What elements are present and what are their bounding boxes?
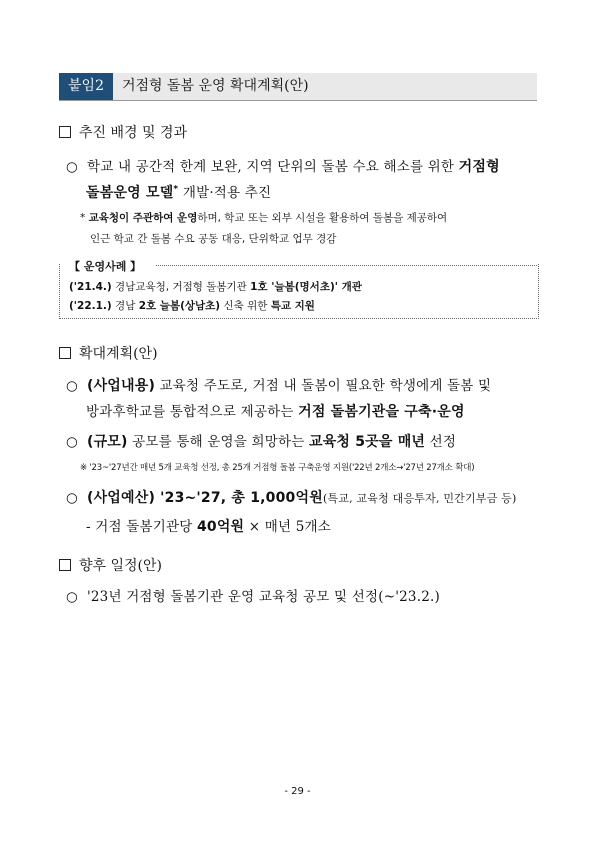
page-title: 거점형 돌봄 운영 확대계획(안) xyxy=(122,78,309,94)
plan-item-3-sub xyxy=(86,515,331,536)
circle-bullet-icon: ○ xyxy=(66,589,78,605)
plan-item-3 xyxy=(66,487,517,507)
section-heading-plan xyxy=(59,343,158,363)
bold-segment: 2호 늘봄(상남초) xyxy=(138,300,221,312)
section-title: 향후 일정(안) xyxy=(79,558,162,574)
bold-segment: 교육청이 주관하여 운영 xyxy=(88,212,198,224)
text-segment: 신축 위한 xyxy=(220,300,271,312)
text-segment: - 거점 돌봄기관당 xyxy=(86,519,197,535)
plan-item-1-line1 xyxy=(66,374,491,395)
circle-bullet-icon: ○ xyxy=(66,378,78,394)
text-segment: 학교 내 공간적 한계 보완, 지역 단위의 돌봄 수요 해소를 위한 xyxy=(86,159,459,175)
text-segment: 교육청 주도로, 거점 내 돌봄이 필요한 학생에게 돌봄 및 xyxy=(155,378,492,394)
item-label: (사업예산) '23~'27, 총 1,000억원 xyxy=(86,490,323,506)
note-star: * xyxy=(80,212,86,224)
checkbox-square-icon xyxy=(59,347,71,359)
plan-item-2-note: ※ '23~'27년간 매년 5개 교육청 선정, 총 25개 거점형 돌봄 구축운영 지원('22년 2개소→'27년 27개소 확대) xyxy=(80,463,475,473)
case-box-top-border xyxy=(156,265,537,266)
text-segment: 선정 xyxy=(425,434,457,450)
background-bullet-line1 xyxy=(66,155,500,176)
bold-segment: 교육청 5곳을 매년 xyxy=(308,434,426,450)
footnote-mark: * xyxy=(173,184,179,195)
checkbox-square-icon xyxy=(59,559,71,571)
bold-segment: 특교 지원 xyxy=(270,300,315,312)
bold-segment: 돌봄운영 모델 xyxy=(86,185,174,201)
bold-segment: 40억원 xyxy=(196,519,245,535)
plan-item-1-line2 xyxy=(86,400,465,421)
text-segment: 방과후학교를 통합적으로 제공하는 xyxy=(86,404,299,420)
case-title: 【 운영사례 】 xyxy=(69,258,145,274)
bold-segment: 1호 '늘봄(명서초)' 개관 xyxy=(250,281,362,293)
note-line2: 인근 학교 간 돌봄 수요 공동 대응, 단위학교 업무 경감 xyxy=(90,233,337,245)
circle-bullet-icon: ○ xyxy=(66,490,78,506)
plan-item-2 xyxy=(66,430,456,451)
section-heading-schedule xyxy=(59,555,162,575)
text-segment: '23년 거점형 돌봄기관 운영 교육청 공모 및 선정(~'23.2.) xyxy=(86,589,440,605)
bold-segment: 거점 돌봄기관을 구축·운영 xyxy=(298,404,465,420)
page-number: - 29 - xyxy=(284,786,311,797)
note-line1 xyxy=(80,210,447,225)
case-date: ('22.1.) xyxy=(69,300,112,312)
checkbox-square-icon xyxy=(59,126,71,138)
schedule-item-1 xyxy=(66,585,440,605)
text-segment: 공모를 통해 운영을 희망하는 xyxy=(127,434,309,450)
background-bullet-line2 xyxy=(86,181,271,202)
text-segment: 경남교육청, 거점형 돌봄기관 xyxy=(111,281,251,293)
attachment-tag: 붙임2 xyxy=(59,73,113,100)
case-item-1 xyxy=(69,279,362,294)
section-title: 확대계획(안) xyxy=(79,346,158,362)
item-label: (규모) xyxy=(86,434,128,450)
case-date: ('21.4.) xyxy=(69,281,112,293)
text-segment: 개발·적용 추진 xyxy=(178,185,272,201)
section-title: 추진 배경 및 경과 xyxy=(79,125,188,141)
case-item-2 xyxy=(69,298,315,313)
section-heading-background xyxy=(59,122,187,142)
text-segment: (특교, 교육청 대응투자, 민간기부금 등) xyxy=(322,492,517,505)
text-segment: 하며, 학교 또는 외부 시설을 활용하여 돌봄을 제공하여 xyxy=(197,212,448,224)
title-underline xyxy=(59,100,537,101)
text-segment: 경남 xyxy=(111,300,139,312)
circle-bullet-icon: ○ xyxy=(66,434,78,450)
bold-segment: 거점형 xyxy=(458,159,500,175)
item-label: (사업내용) xyxy=(86,378,156,394)
circle-bullet-icon: ○ xyxy=(66,159,78,175)
text-segment: × 매년 5개소 xyxy=(244,519,332,535)
